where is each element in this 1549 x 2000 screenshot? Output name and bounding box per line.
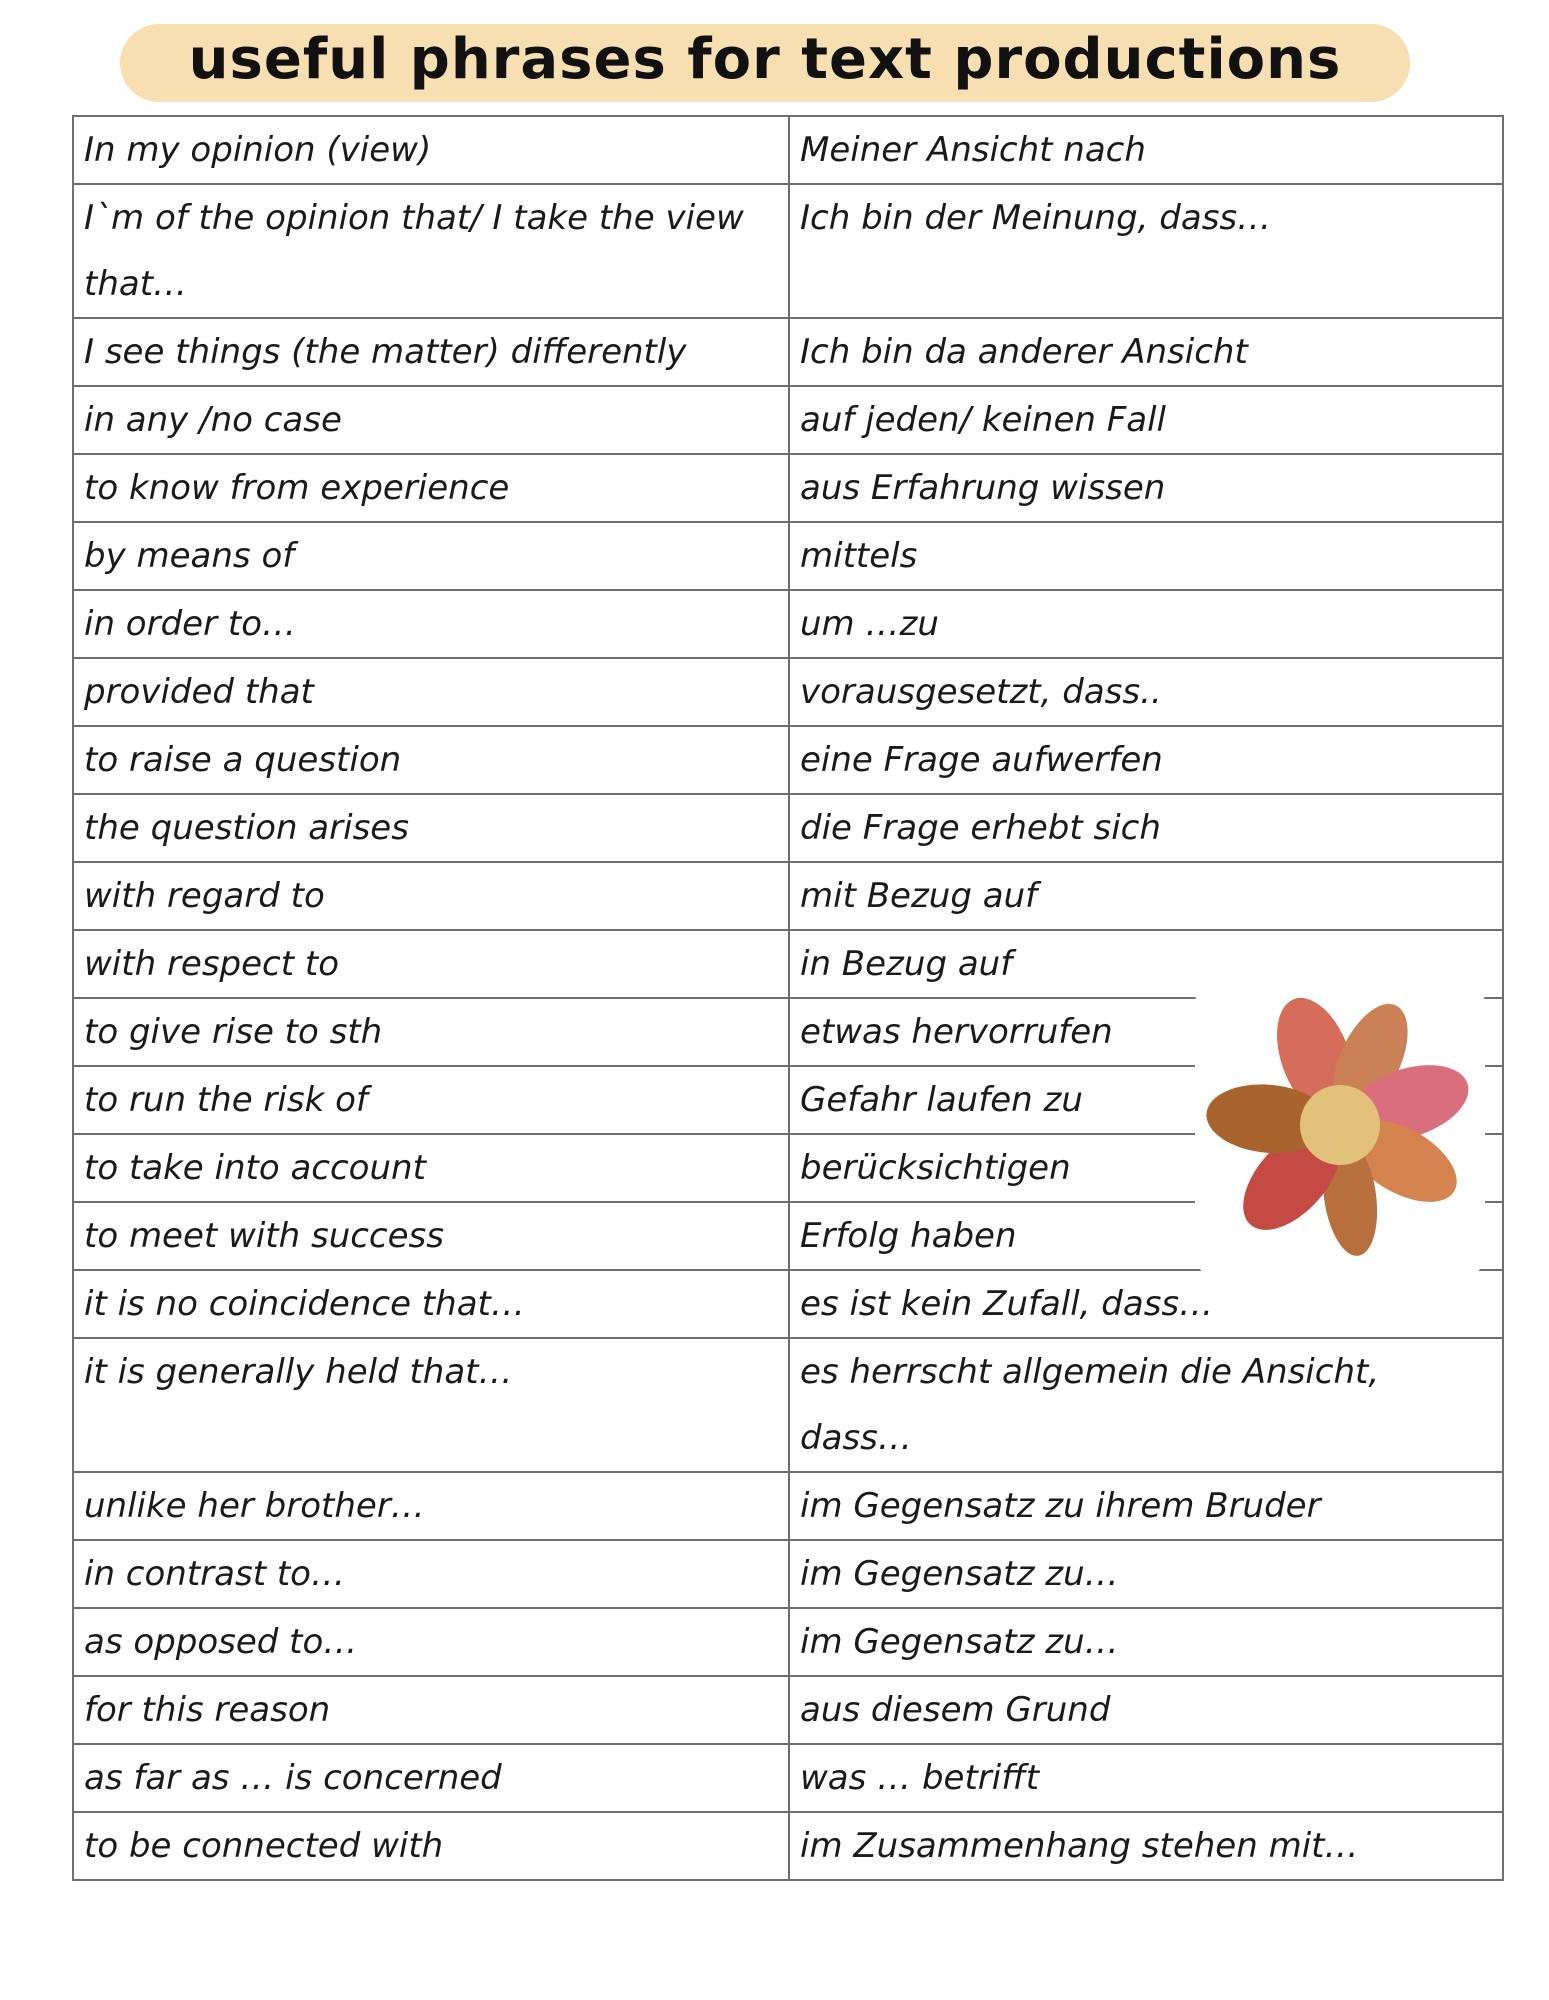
table-row (73, 1676, 1503, 1744)
german-phrase: es ist kein Zufall, dass… (789, 1270, 1503, 1338)
table-row (73, 1540, 1503, 1608)
table-row (73, 1812, 1503, 1880)
english-phrase: I`m of the opinion that/ I take the view that… (73, 184, 789, 318)
flower-icon (1195, 985, 1485, 1275)
table-row (73, 590, 1503, 658)
table-row (73, 1608, 1503, 1676)
table-row (73, 1270, 1503, 1338)
english-phrase: for this reason (73, 1676, 789, 1744)
german-phrase: die Frage erhebt sich (789, 794, 1503, 862)
german-phrase: mit Bezug auf (789, 862, 1503, 930)
english-phrase: the question arises (73, 794, 789, 862)
table-row (73, 116, 1503, 184)
german-phrase: was … betrifft (789, 1744, 1503, 1812)
german-phrase: mittels (789, 522, 1503, 590)
table-row (73, 726, 1503, 794)
flower-sticker (1195, 985, 1485, 1275)
german-phrase: um …zu (789, 590, 1503, 658)
german-phrase: auf jeden/ keinen Fall (789, 386, 1503, 454)
page-title-block (120, 14, 1410, 106)
german-phrase: Meiner Ansicht nach (789, 116, 1503, 184)
german-phrase: aus diesem Grund (789, 1676, 1503, 1744)
english-phrase: it is generally held that… (73, 1338, 789, 1472)
german-phrase: im Zusammenhang stehen mit… (789, 1812, 1503, 1880)
english-phrase: provided that (73, 658, 789, 726)
english-phrase: it is no coincidence that… (73, 1270, 789, 1338)
english-phrase: in any /no case (73, 386, 789, 454)
table-row (73, 794, 1503, 862)
english-phrase: I see things (the matter) differently (73, 318, 789, 386)
english-phrase: to give rise to sth (73, 998, 789, 1066)
table-row (73, 1472, 1503, 1540)
english-phrase: in contrast to… (73, 1540, 789, 1608)
german-phrase: es herrscht allgemein die Ansicht, dass… (789, 1338, 1503, 1472)
english-phrase: In my opinion (view) (73, 116, 789, 184)
german-phrase: Ich bin der Meinung, dass… (789, 184, 1503, 318)
english-phrase: to be connected with (73, 1812, 789, 1880)
german-phrase: Erfolg haben (789, 1202, 1503, 1270)
table-row (73, 1744, 1503, 1812)
english-phrase: to know from experience (73, 454, 789, 522)
german-phrase: im Gegensatz zu… (789, 1608, 1503, 1676)
english-phrase: unlike her brother… (73, 1472, 789, 1540)
german-phrase: im Gegensatz zu ihrem Bruder (789, 1472, 1503, 1540)
table-row (73, 862, 1503, 930)
english-phrase: to raise a question (73, 726, 789, 794)
english-phrase: with regard to (73, 862, 789, 930)
flower-center (1300, 1085, 1380, 1165)
english-phrase: to meet with success (73, 1202, 789, 1270)
german-phrase: eine Frage aufwerfen (789, 726, 1503, 794)
english-phrase: as opposed to… (73, 1608, 789, 1676)
german-phrase: Ich bin da anderer Ansicht (789, 318, 1503, 386)
german-phrase: vorausgesetzt, dass.. (789, 658, 1503, 726)
table-row (73, 454, 1503, 522)
german-phrase: etwas hervorrufen (789, 998, 1503, 1066)
english-phrase: with respect to (73, 930, 789, 998)
table-row (73, 522, 1503, 590)
table-row (73, 1338, 1503, 1472)
table-row (73, 184, 1503, 318)
english-phrase: by means of (73, 522, 789, 590)
english-phrase: as far as … is concerned (73, 1744, 789, 1812)
page-title: useful phrases for text productions (188, 27, 1342, 92)
german-phrase: im Gegensatz zu… (789, 1540, 1503, 1608)
table-row (73, 658, 1503, 726)
german-phrase: aus Erfahrung wissen (789, 454, 1503, 522)
german-phrase: berücksichtigen (789, 1134, 1503, 1202)
english-phrase: to take into account (73, 1134, 789, 1202)
german-phrase: Gefahr laufen zu (789, 1066, 1503, 1134)
table-row (73, 318, 1503, 386)
german-phrase: in Bezug auf (789, 930, 1503, 998)
table-row (73, 386, 1503, 454)
english-phrase: in order to… (73, 590, 789, 658)
english-phrase: to run the risk of (73, 1066, 789, 1134)
